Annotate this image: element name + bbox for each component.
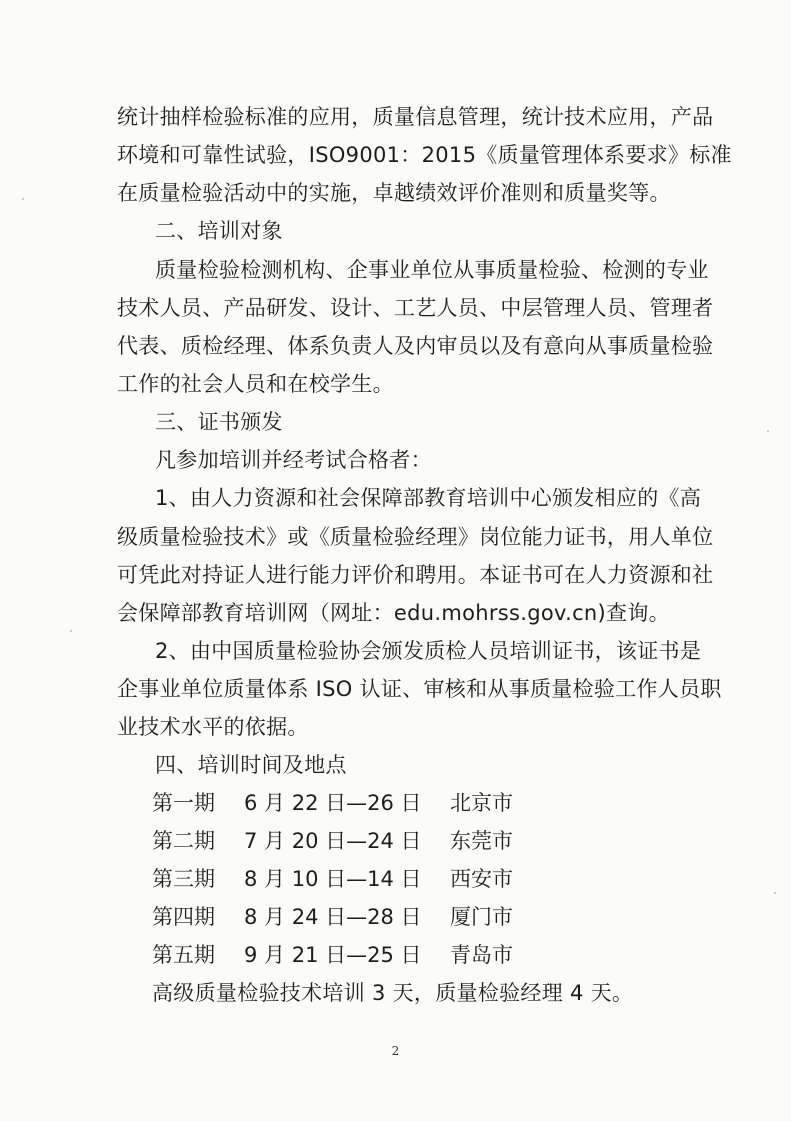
section-heading: 二、培训对象 (155, 219, 283, 243)
schedule-dates: 9 月 21 日—25 日 (244, 943, 422, 967)
page-number: 2 (391, 1044, 400, 1058)
text-line: 业技术水平的依据。 (117, 715, 309, 739)
text-line: 技术人员、产品研发、设计、工艺人员、中层管理人员、管理者 (117, 296, 714, 320)
text-line: 级质量检验技术》或《质量检验经理》岗位能力证书，用人单位 (117, 525, 714, 549)
text-line: 代表、质检经理、体系负责人及内审员以及有意向从事质量检验 (117, 334, 714, 358)
scan-speck (70, 630, 72, 632)
text-line: 高级质量检验技术培训 3 天，质量检验经理 4 天。 (152, 981, 634, 1005)
text-line: 统计抽样检验标准的应用，质量信息管理，统计技术应用，产品 (117, 105, 714, 129)
text-line: 1、由人力资源和社会保障部教育培训中心颁发相应的《高 (155, 486, 702, 510)
schedule-city: 北京市 (450, 791, 513, 815)
schedule-dates: 6 月 22 日—26 日 (244, 791, 422, 815)
text-line: 在质量检验活动中的实施，卓越绩效评价准则和质量奖等。 (117, 181, 671, 205)
section-heading: 四、培训时间及地点 (155, 753, 347, 777)
text-line: 凡参加培训并经考试合格者： (155, 448, 432, 472)
schedule-city: 东莞市 (450, 829, 513, 853)
schedule-period: 第四期 (152, 905, 215, 929)
text-line: 2、由中国质量检验协会颁发质检人员培训证书，该证书是 (155, 639, 702, 663)
text-line: 环境和可靠性试验，ISO9001：2015《质量管理体系要求》标准 (117, 143, 732, 167)
text-line: 会保障部教育培训网（网址：edu.mohrss.gov.cn)查询。 (117, 601, 670, 625)
schedule-period: 第五期 (152, 943, 215, 967)
schedule-period: 第三期 (152, 867, 215, 891)
text-line: 质量检验检测机构、企事业单位从事质量检验、检测的专业 (155, 258, 709, 282)
scan-speck (774, 892, 776, 894)
schedule-city: 西安市 (450, 867, 513, 891)
schedule-city: 青岛市 (450, 943, 513, 967)
text-line: 工作的社会人员和在校学生。 (117, 372, 394, 396)
schedule-dates: 8 月 24 日—28 日 (244, 905, 422, 929)
schedule-dates: 8 月 10 日—14 日 (244, 867, 422, 891)
text-line: 可凭此对持证人进行能力评价和聘用。本证书可在人力资源和社 (117, 563, 714, 587)
schedule-period: 第二期 (152, 829, 215, 853)
schedule-dates: 7 月 20 日—24 日 (244, 829, 422, 853)
scan-speck (767, 430, 769, 432)
scan-speck (22, 198, 24, 200)
schedule-city: 厦门市 (450, 905, 513, 929)
text-line: 企事业单位质量体系 ISO 认证、审核和从事质量检验工作人员职 (117, 677, 722, 701)
section-heading: 三、证书颁发 (155, 410, 283, 434)
schedule-period: 第一期 (152, 791, 215, 815)
